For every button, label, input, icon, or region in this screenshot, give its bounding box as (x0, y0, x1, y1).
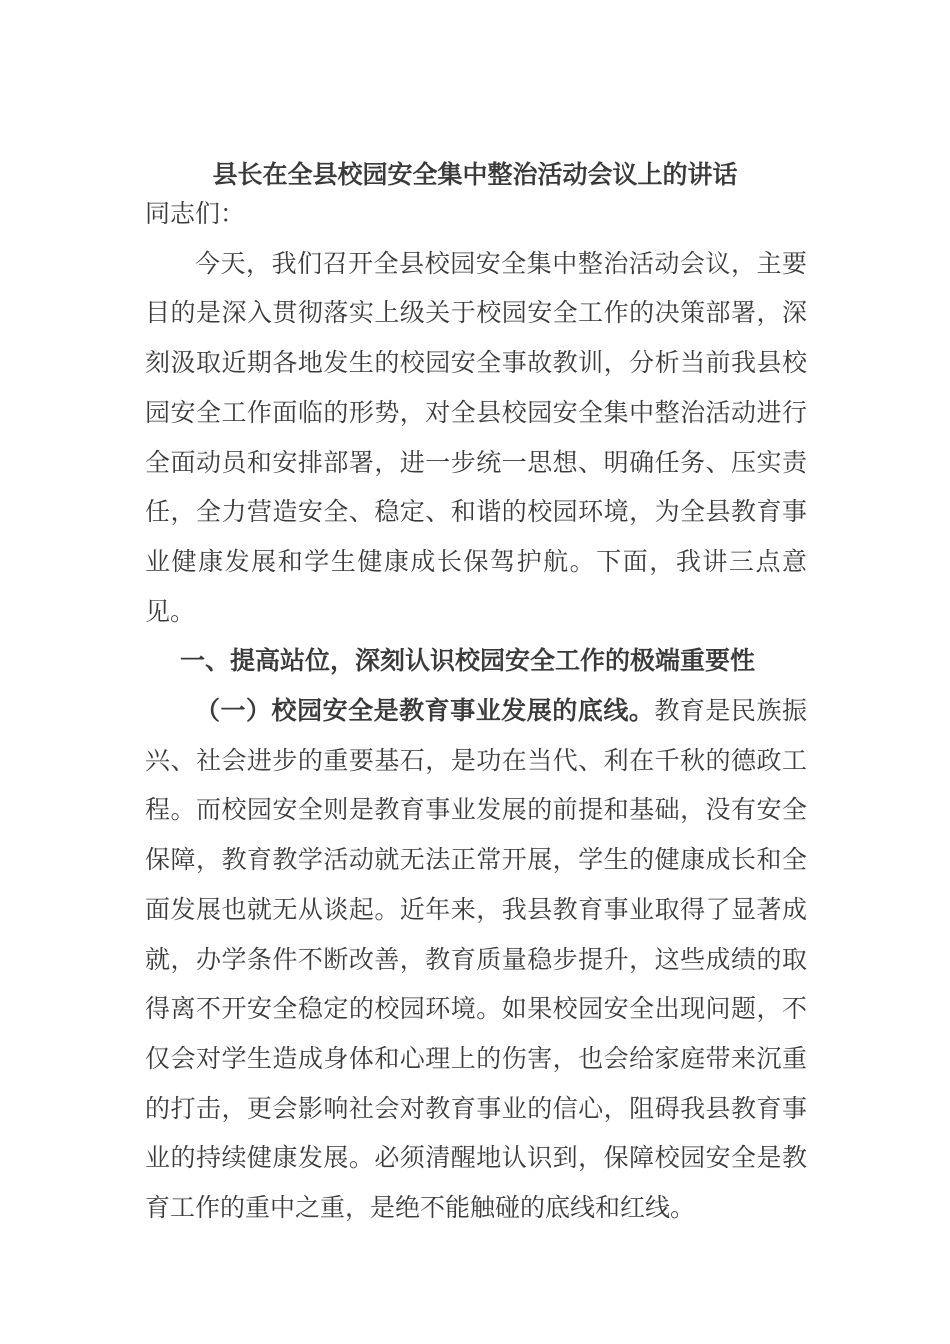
salutation: 同志们： (145, 199, 246, 228)
subsection-paragraph-1 (145, 686, 807, 1233)
intro-paragraph: 今天，我们召开全县校园安全集中整治活动会议，主要目的是深入贯彻落实上级关于校园安全工作的决策部署，深刻汲取近期各地发生的校园安全事故教训，分析当前我县校园安全工作面临的形势，对全县校园安全集中整治活动进行全面动员和安排部署，进一步统一思想、明确任务、压实责任，全力营造安全、稳定、和谐的校园环境，为全县教育事业健康发展和学生健康成长保驾护航。下面，我讲三点意见。 (145, 248, 807, 626)
document-title: 县长在全县校园安全集中整治活动会议上的讲话 (212, 160, 738, 189)
document-body (145, 189, 807, 1233)
subsection-text-1: 教育是民族振兴、社会进步的重要基石，是功在当代、利在千秋的德政工程。而校园安全则是教育事业发展的前提和基础，没有安全保障，教育教学活动就无法正常开展，学生的健康成长和全面发展也就无从谈起。近年来，我县教育事业取得了显著成就，办学条件不断改善，教育质量稳步提升，这些成绩的取得离不开安全稳定的校园环境。如果校园安全出现问题，不仅会对学生造成身体和心理上的伤害，也会给家庭带来沉重的打击，更会影响社会对教育事业的信心，阻碍我县教育事业的持续健康发展。必须清醒地认识到，保障校园安全是教育工作的重中之重，是绝不能触碰的底线和红线。 (145, 696, 807, 1223)
section-heading-1: 一、提高站位，深刻认识校园安全工作的极端重要性 (180, 646, 756, 676)
subsection-lead-1: （一）校园安全是教育事业发展的底线。 (195, 696, 655, 726)
